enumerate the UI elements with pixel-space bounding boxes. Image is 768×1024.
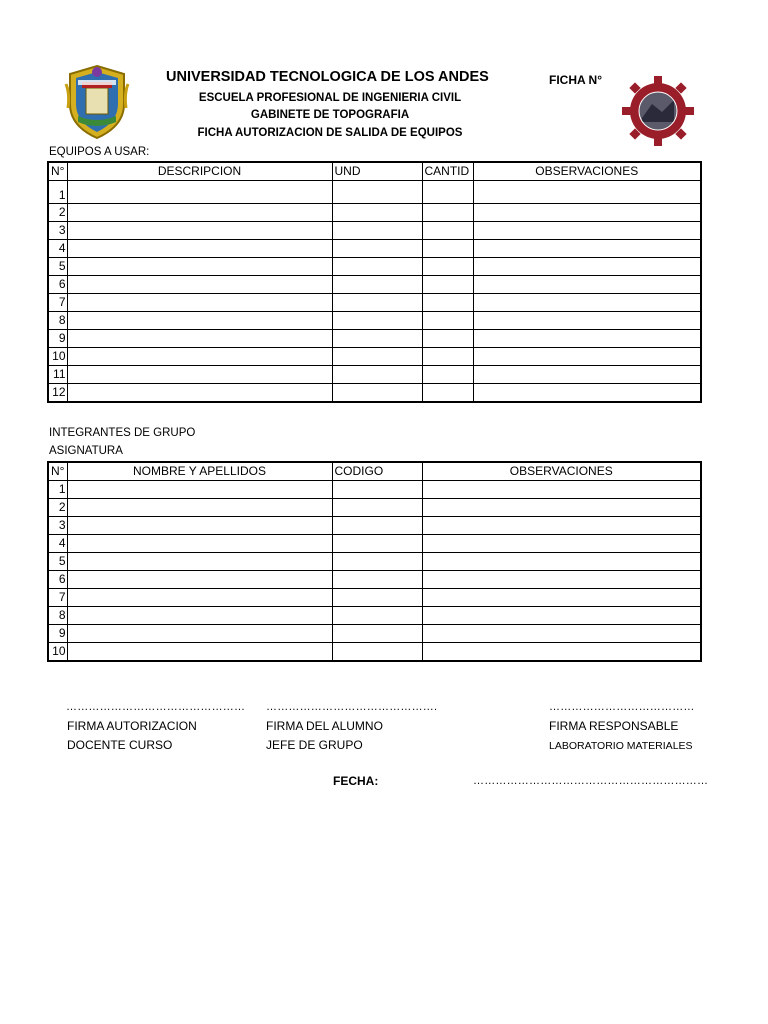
blank-cell[interactable] [473, 294, 701, 312]
blank-cell[interactable] [473, 204, 701, 222]
blank-cell[interactable] [473, 240, 701, 258]
school-name: ESCUELA PROFESIONAL DE INGENIERIA CIVIL [198, 92, 462, 104]
blank-cell[interactable] [332, 294, 422, 312]
blank-cell[interactable] [422, 481, 701, 499]
blank-cell[interactable] [422, 330, 473, 348]
blank-cell[interactable] [67, 330, 332, 348]
blank-cell[interactable] [422, 294, 473, 312]
blank-cell[interactable] [67, 384, 332, 403]
table-row [48, 330, 701, 348]
blank-cell[interactable] [67, 240, 332, 258]
blank-cell[interactable] [473, 330, 701, 348]
table-row [48, 553, 701, 571]
asignatura-label: ASIGNATURA [49, 445, 123, 457]
blank-cell[interactable] [67, 204, 332, 222]
blank-cell[interactable] [422, 589, 701, 607]
blank-cell[interactable] [473, 366, 701, 384]
blank-cell[interactable] [422, 643, 701, 662]
row-number: 6 [48, 571, 67, 589]
table-row [48, 181, 701, 204]
blank-cell[interactable] [332, 312, 422, 330]
table-row [48, 384, 701, 403]
table-row [48, 294, 701, 312]
table-row [48, 348, 701, 366]
signature-line-alumno: ………………………………………. [266, 701, 438, 713]
blank-cell[interactable] [67, 535, 332, 553]
blank-cell[interactable] [67, 589, 332, 607]
blank-cell[interactable] [332, 553, 422, 571]
blank-cell[interactable] [422, 204, 473, 222]
column-header-observaciones: OBSERVACIONES [473, 162, 701, 181]
blank-cell[interactable] [422, 517, 701, 535]
blank-cell[interactable] [332, 607, 422, 625]
row-number: 1 [48, 481, 67, 499]
blank-cell[interactable] [473, 312, 701, 330]
row-number: 9 [48, 625, 67, 643]
fecha-line: ……………………………………………………… [473, 775, 709, 787]
row-number: 9 [48, 330, 67, 348]
column-header-number: N° [48, 162, 67, 181]
blank-cell[interactable] [422, 312, 473, 330]
blank-cell[interactable] [67, 294, 332, 312]
blank-cell[interactable] [473, 258, 701, 276]
signature-sublabel-laboratorio: LABORATORIO MATERIALES [549, 740, 693, 752]
blank-cell[interactable] [422, 366, 473, 384]
table-row [48, 204, 701, 222]
table-row [48, 643, 701, 662]
row-number: 5 [48, 258, 67, 276]
blank-cell[interactable] [332, 222, 422, 240]
blank-cell[interactable] [332, 643, 422, 662]
blank-cell[interactable] [67, 553, 332, 571]
table-row [48, 625, 701, 643]
blank-cell[interactable] [67, 276, 332, 294]
blank-cell[interactable] [67, 643, 332, 662]
blank-cell[interactable] [67, 517, 332, 535]
table-row [48, 366, 701, 384]
university-crest-logo [64, 64, 130, 140]
column-header-descripcion: DESCRIPCION [67, 162, 332, 181]
blank-cell[interactable] [67, 258, 332, 276]
signature-line-autorizacion: ………………………………………… [66, 701, 246, 713]
equipos-section-label: EQUIPOS A USAR: [49, 146, 150, 158]
column-header-number: N° [48, 462, 67, 481]
signature-label-responsable: FIRMA RESPONSABLE [549, 719, 679, 733]
table-row [48, 535, 701, 553]
blank-cell[interactable] [332, 240, 422, 258]
blank-cell[interactable] [67, 312, 332, 330]
signature-sublabel-docente: DOCENTE CURSO [67, 738, 173, 752]
blank-cell[interactable] [422, 348, 473, 366]
blank-cell[interactable] [67, 571, 332, 589]
row-number: 12 [48, 384, 67, 403]
blank-cell[interactable] [67, 348, 332, 366]
blank-cell[interactable] [67, 366, 332, 384]
blank-cell[interactable] [422, 276, 473, 294]
integrantes-header-row [48, 462, 701, 481]
row-number: 7 [48, 589, 67, 607]
table-row [48, 499, 701, 517]
column-header-nombre: NOMBRE Y APELLIDOS [67, 462, 332, 481]
blank-cell[interactable] [332, 481, 422, 499]
equipos-table [47, 161, 702, 403]
row-number: 4 [48, 240, 67, 258]
department-name: GABINETE DE TOPOGRAFIA [250, 109, 410, 121]
column-header-und: UND [332, 162, 422, 181]
blank-cell[interactable] [422, 571, 701, 589]
university-title: UNIVERSIDAD TECNOLOGICA DE LOS ANDES [166, 69, 489, 85]
row-number: 10 [48, 348, 67, 366]
equipos-header-row [48, 162, 701, 181]
row-number: 10 [48, 643, 67, 662]
row-number: 8 [48, 312, 67, 330]
blank-cell[interactable] [422, 607, 701, 625]
fecha-label: FECHA: [333, 774, 379, 788]
blank-cell[interactable] [422, 499, 701, 517]
signature-sublabel-jefe: JEFE DE GRUPO [266, 738, 363, 752]
blank-cell[interactable] [332, 258, 422, 276]
signature-line-responsable: ………………………………… [549, 701, 695, 713]
table-row [48, 312, 701, 330]
table-row [48, 222, 701, 240]
table-row [48, 481, 701, 499]
blank-cell[interactable] [332, 535, 422, 553]
blank-cell[interactable] [473, 348, 701, 366]
row-number: 5 [48, 553, 67, 571]
blank-cell[interactable] [422, 240, 473, 258]
blank-cell[interactable] [67, 481, 332, 499]
blank-cell[interactable] [332, 625, 422, 643]
column-header-observaciones: OBSERVACIONES [422, 462, 701, 481]
blank-cell[interactable] [422, 553, 701, 571]
signature-label-autorizacion: FIRMA AUTORIZACION [67, 719, 197, 733]
table-row [48, 276, 701, 294]
blank-cell[interactable] [67, 499, 332, 517]
row-number: 6 [48, 276, 67, 294]
blank-cell[interactable] [67, 625, 332, 643]
row-number: 11 [48, 366, 67, 384]
blank-cell[interactable] [332, 571, 422, 589]
blank-cell[interactable] [332, 499, 422, 517]
ficha-number-label: FICHA N° [549, 73, 603, 87]
ingenieria-civil-gear-logo [622, 76, 694, 146]
blank-cell[interactable] [422, 625, 701, 643]
blank-cell[interactable] [473, 384, 701, 403]
row-number: 8 [48, 607, 67, 625]
row-number: 3 [48, 222, 67, 240]
blank-cell[interactable] [332, 204, 422, 222]
blank-cell[interactable] [422, 258, 473, 276]
table-row [48, 589, 701, 607]
blank-cell[interactable] [422, 535, 701, 553]
row-number: 2 [48, 204, 67, 222]
form-title: FICHA AUTORIZACION DE SALIDA DE EQUIPOS [197, 127, 463, 139]
blank-cell[interactable] [422, 384, 473, 403]
blank-cell[interactable] [332, 348, 422, 366]
integrantes-section-label: INTEGRANTES DE GRUPO [49, 427, 196, 439]
column-header-cantid: CANTID [422, 162, 473, 181]
blank-cell[interactable] [67, 181, 332, 204]
blank-cell[interactable] [332, 366, 422, 384]
blank-cell[interactable] [332, 517, 422, 535]
blank-cell[interactable] [332, 181, 422, 204]
row-number: 3 [48, 517, 67, 535]
blank-cell[interactable] [67, 222, 332, 240]
table-row [48, 240, 701, 258]
signature-label-alumno: FIRMA DEL ALUMNO [266, 719, 383, 733]
blank-cell[interactable] [473, 276, 701, 294]
blank-cell[interactable] [422, 222, 473, 240]
blank-cell[interactable] [332, 276, 422, 294]
table-row [48, 607, 701, 625]
blank-cell[interactable] [332, 384, 422, 403]
row-number: 7 [48, 294, 67, 312]
table-row [48, 258, 701, 276]
integrantes-table [47, 461, 702, 662]
blank-cell[interactable] [473, 222, 701, 240]
blank-cell[interactable] [332, 589, 422, 607]
blank-cell[interactable] [67, 607, 332, 625]
table-row [48, 517, 701, 535]
blank-cell[interactable] [422, 181, 473, 204]
row-number: 4 [48, 535, 67, 553]
table-row [48, 571, 701, 589]
column-header-codigo: CODIGO [332, 462, 422, 481]
blank-cell[interactable] [332, 330, 422, 348]
row-number: 2 [48, 499, 67, 517]
row-number: 1 [48, 181, 67, 204]
blank-cell[interactable] [473, 181, 701, 204]
